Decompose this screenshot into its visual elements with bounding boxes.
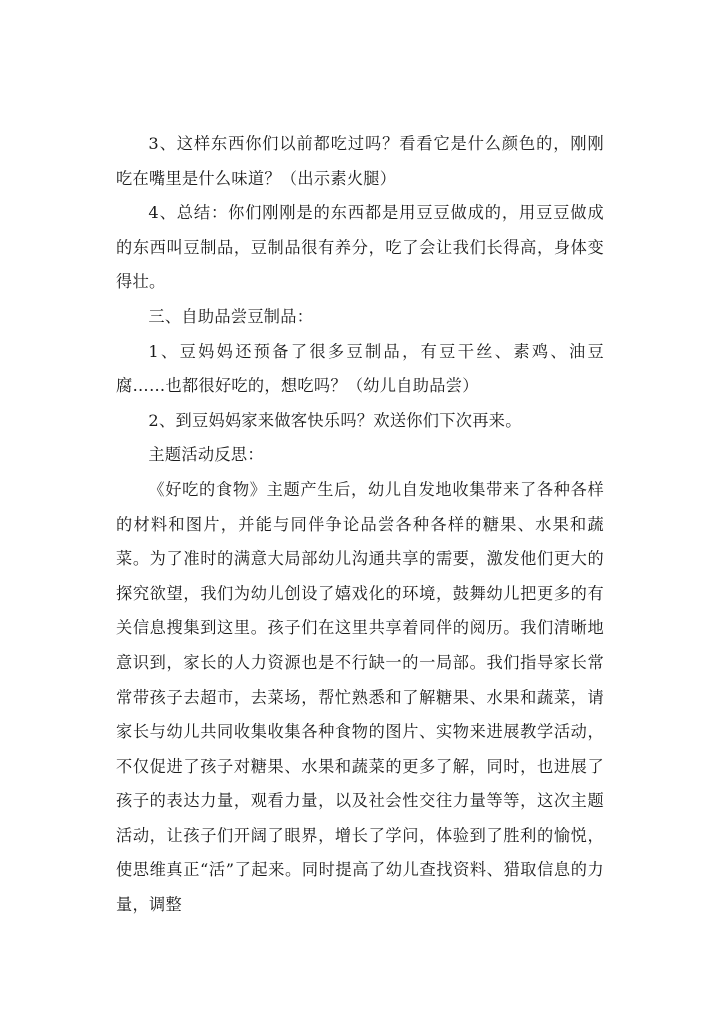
document-body — [116, 127, 604, 923]
section-heading-self-tasting: 三、自助品尝豆制品： — [148, 306, 314, 326]
paragraph-step-3: 3、这样东西你们以前都吃过吗？看看它是什么颜色的，刚刚吃在嘴里是什么味道？（出示素火腿） — [116, 134, 604, 188]
paragraph-reflection-body: 《好吃的食物》主题产生后，幼儿自发地收集带来了各种各样的材料和图片，并能与同伴争论品尝各种各样的糖果、水果和蔬菜。为了准时的满意大局部幼儿沟通共享的需要，激发他们更大的探究欲望，我们为幼儿创设了嬉戏化的环境，鼓舞幼儿把更多的有关信息搜集到这里。孩子们在这里共享着同伴的阅历。我们清晰地意识到，家长的人力资源也是不行缺一的一局部。我们指导家长常常带孩子去超市，去菜场，帮忙熟悉和了解糖果、水果和蔬菜，请家长与幼儿共同收集收集各种食物的图片、实物来进展教学活动，不仅促进了孩子对糖果、水果和蔬菜的更多了解，同时，也进展了孩子的表达力量，观看力量，以及社会性交往力量等等，这次主题活动，让孩子们开阔了眼界，增长了学问，体验到了胜利的愉悦，使思维真正“活”了起来。同时提高了幼儿查找资料、猎取信息的力量，调整 — [116, 479, 604, 915]
section-heading-reflection: 主题活动反思： — [148, 445, 264, 465]
paragraph-tasting-step-2: 2、到豆妈妈家来做客快乐吗？欢送你们下次再来。 — [148, 410, 522, 430]
paragraph-tasting-step-1: 1、豆妈妈还预备了很多豆制品，有豆干丝、素鸡、油豆腐……也都很好吃的，想吃吗？（幼儿自助品尝） — [116, 341, 604, 396]
paragraph-step-4-summary: 4、总结：你们刚刚是的东西都是用豆豆做成的，用豆豆做成的东西叫豆制品，豆制品很有养分，吃了会让我们长得高，身体变得壮。 — [116, 203, 604, 292]
